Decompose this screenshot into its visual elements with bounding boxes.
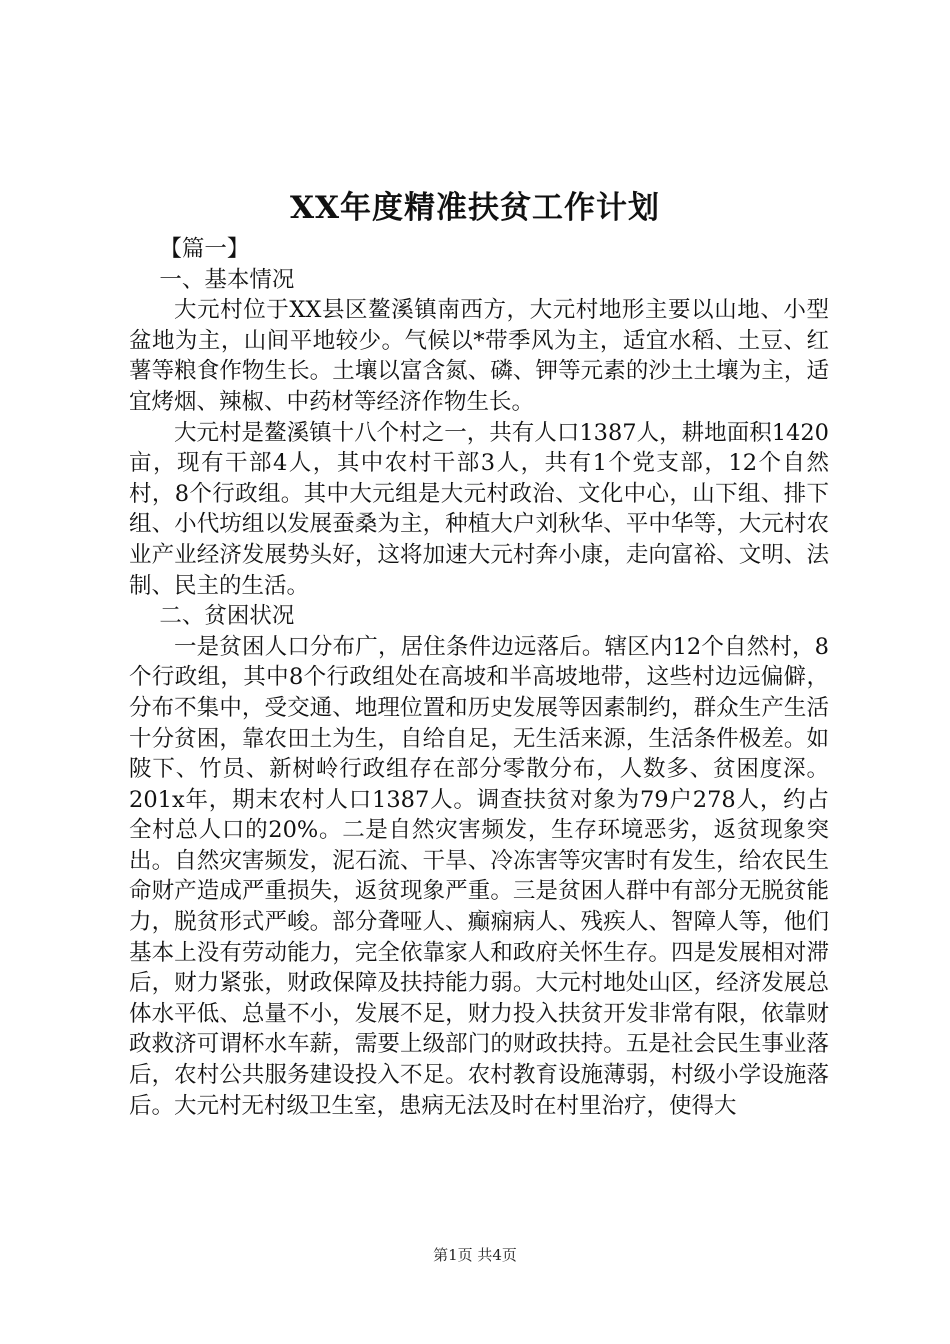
paragraph-poverty-details: 一是贫困人口分布广，居住条件边远落后。辖区内12个自然村，8个行政组，其中8个行政组处在高坡和半高坡地带，这些村边远偏僻，分布不集中，受交通、地理位置和历史发展等因素制约，群众生产生活十分贫困，靠农田土为生，自给自足，无生活来源，生活条件极差。如陂下、竹员、新树岭行政组存在部分零散分布，人数多、贫困度深。201x年，期末农村人口1387人。调查扶贫对象为79户278人，约占全村总人口的20%。二是自然灾害频发，生存环境恶劣，返贫现象突出。自然灾害频发，泥石流、干旱、冷冻害等灾害时有发生，给农民生命财产造成严重损失，返贫现象严重。三是贫困人群中有部分无脱贫能力，脱贫形式严峻。部分聋哑人、癫痫病人、残疾人、智障人等，他们基本上没有劳动能力，完全依靠家人和政府关怀生存。四是发展相对滞后，财力紧张，财政保障及扶持能力弱。大元村地处山区，经济发展总体水平低、总量不小，发展不足，财力投入扶贫开发非常有限，依靠财政救济可谓杯水车薪，需要上级部门的财政扶持。五是社会民生事业落后，农村公共服务建设投入不足。农村教育设施薄弱，村级小学设施落后。大元村无村级卫生室，患病无法及时在村里治疗，使得大 [129,633,829,1119]
page-footer: 第1页 共4页 [433,1246,517,1264]
document-title: XX年度精准扶贫工作计划 [289,190,661,226]
heading-basic-situation: 一、基本情况 [159,266,295,293]
heading-poverty-status: 二、贫困状况 [159,603,295,630]
document-body [129,234,829,1121]
section-label: 【篇一】 [159,236,250,262]
paragraph-village-overview: 大元村是鳌溪镇十八个村之一，共有人口1387人，耕地面积1420亩，现有干部4人，其中农村干部3人，共有1个党支部，12个自然村，8个行政组。其中大元组是大元村政治、文化中心，山下组、排下组、小代坊组以发展蚕桑为主，种植大户刘秋华、平中华等，大元村农业产业经济发展势头好，这将加速大元村奔小康，走向富裕、文明、法制、民主的生活。 [129,419,829,599]
paragraph-village-location: 大元村位于XX县区鳌溪镇南西方，大元村地形主要以山地、小型盆地为主，山间平地较少。气候以*带季风为主，适宜水稻、土豆、红薯等粮食作物生长。土壤以富含氮、磷、钾等元素的沙土土壤为主，适宜烤烟、辣椒、中药材等经济作物生长。 [129,297,829,415]
